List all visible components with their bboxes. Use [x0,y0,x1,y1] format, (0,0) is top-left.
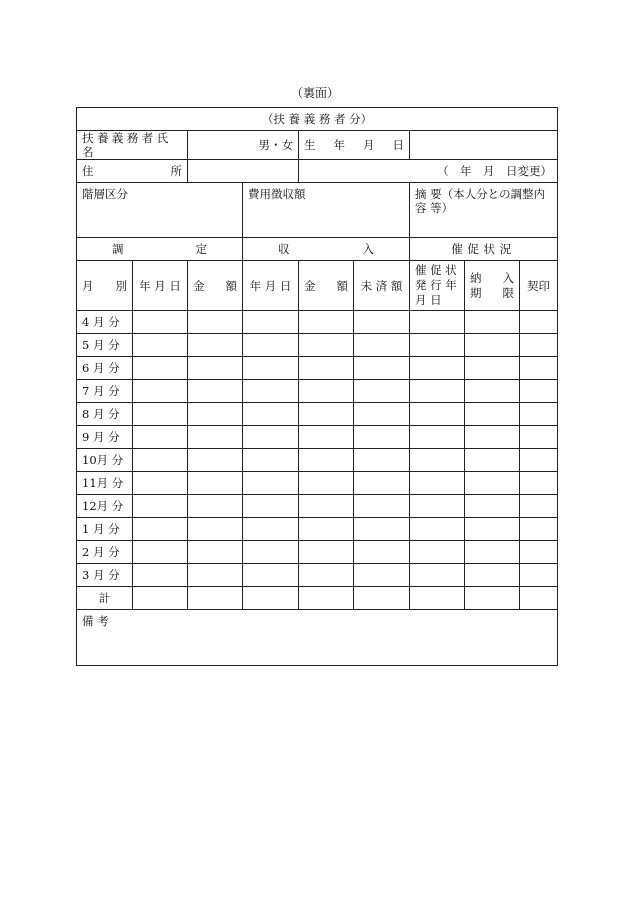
col-pay-c: 期 [470,285,482,300]
col-date: 年 月 日 [133,261,188,311]
month-entry-cell[interactable] [465,518,520,541]
group-receipt [243,238,410,261]
month-entry-cell[interactable] [188,541,243,564]
month-entry-cell[interactable] [299,334,354,357]
month-rows [77,311,558,587]
month-entry-cell[interactable] [188,495,243,518]
month-entry-cell[interactable] [410,541,465,564]
month-entry-cell[interactable] [243,334,299,357]
group-adjustment [77,238,243,261]
month-entry-cell[interactable] [188,449,243,472]
col-amount-a: 金 [193,278,205,293]
total-cell[interactable] [188,587,243,610]
month-label: 10月 分 [77,449,133,472]
group-reminder: 催促状況 [410,238,558,261]
month-entry-cell[interactable] [299,403,354,426]
name-label: 扶養義務者氏名 [77,131,188,160]
col-month-b: 別 [115,278,127,293]
birth-day-label: 日 [392,138,404,152]
month-entry-cell[interactable] [243,426,299,449]
total-cell[interactable] [465,587,520,610]
month-entry-cell[interactable] [354,472,410,495]
month-label: 7 月 分 [77,380,133,403]
month-label: 4 月 分 [77,311,133,334]
col-pay-b: 入 [502,270,514,285]
month-entry-cell[interactable] [410,426,465,449]
month-row [77,495,558,518]
month-entry-cell[interactable] [410,334,465,357]
month-entry-cell[interactable] [410,311,465,334]
month-entry-cell[interactable] [465,495,520,518]
month-entry-cell[interactable] [299,311,354,334]
col-pay-d: 限 [502,285,514,300]
month-entry-cell[interactable] [520,564,558,587]
month-entry-cell[interactable] [133,403,188,426]
month-entry-cell[interactable] [243,564,299,587]
month-entry-cell[interactable] [520,495,558,518]
col-notice-date: 催 促 状 発 行 年 月 日 [410,261,465,311]
col-seal: 契印 [520,261,558,311]
month-entry-cell[interactable] [465,334,520,357]
gender-field[interactable] [188,131,299,160]
col-pay-deadline [465,261,520,311]
month-entry-cell[interactable] [520,449,558,472]
month-entry-cell[interactable] [520,541,558,564]
month-entry-cell[interactable] [243,541,299,564]
month-entry-cell[interactable] [465,311,520,334]
page-label: （裏面） [290,86,339,100]
month-entry-cell[interactable] [133,426,188,449]
address-change-date[interactable]: （ 年 月 日変更） [299,160,558,183]
month-entry-cell[interactable] [243,380,299,403]
month-entry-cell[interactable] [354,426,410,449]
month-entry-cell[interactable] [299,495,354,518]
month-label: 6 月 分 [77,357,133,380]
month-entry-cell[interactable] [188,311,243,334]
gender-options: 男・女 [258,138,293,152]
total-cell[interactable] [354,587,410,610]
month-entry-cell[interactable] [354,518,410,541]
month-entry-cell[interactable] [299,426,354,449]
month-entry-cell[interactable] [410,495,465,518]
month-entry-cell[interactable] [410,380,465,403]
month-row [77,449,558,472]
month-entry-cell[interactable] [354,403,410,426]
month-entry-cell[interactable] [299,541,354,564]
month-entry-cell[interactable] [243,495,299,518]
month-label: 12月 分 [77,495,133,518]
month-entry-cell[interactable] [299,518,354,541]
address-label [77,160,188,183]
month-entry-cell[interactable] [133,564,188,587]
total-cell[interactable] [410,587,465,610]
support-obligor-form [76,107,558,666]
month-entry-cell[interactable] [133,495,188,518]
month-entry-cell[interactable] [243,311,299,334]
month-entry-cell[interactable] [465,380,520,403]
month-entry-cell[interactable] [243,449,299,472]
month-entry-cell[interactable] [410,518,465,541]
month-entry-cell[interactable] [188,472,243,495]
fee-label: 費用徴収額 [243,183,410,238]
month-row [77,311,558,334]
month-entry-cell[interactable] [188,334,243,357]
month-entry-cell[interactable] [299,380,354,403]
month-label: 8 月 分 [77,403,133,426]
birth-month-label: 月 [363,138,375,152]
month-entry-cell[interactable] [410,449,465,472]
month-entry-cell[interactable] [410,403,465,426]
address-field[interactable] [188,160,299,183]
remarks-field[interactable] [77,610,558,666]
month-row [77,541,558,564]
tier-label: 階層区分 [77,183,243,238]
month-entry-cell[interactable] [299,564,354,587]
address-label-a: 住 [82,164,94,178]
month-row [77,518,558,541]
month-row [77,357,558,380]
month-row [77,334,558,357]
month-entry-cell[interactable] [133,311,188,334]
month-entry-cell[interactable] [410,472,465,495]
address-label-b: 所 [170,164,182,178]
month-entry-cell[interactable] [465,472,520,495]
month-entry-cell[interactable] [299,449,354,472]
month-label: 11月 分 [77,472,133,495]
group-adjustment-a: 調 [112,242,124,256]
month-entry-cell[interactable] [354,357,410,380]
month-entry-cell[interactable] [410,357,465,380]
section-title: （扶 養 義 務 者 分） [77,108,558,131]
month-entry-cell[interactable] [299,357,354,380]
month-entry-cell[interactable] [133,334,188,357]
month-entry-cell[interactable] [243,403,299,426]
birth-label: 生 [304,138,316,152]
month-row [77,564,558,587]
col-receipt-amount-b: 額 [336,278,348,293]
month-entry-cell[interactable] [133,380,188,403]
month-label: 9 月 分 [77,426,133,449]
month-entry-cell[interactable] [520,472,558,495]
birth-year-label: 年 [333,138,345,152]
month-entry-cell[interactable] [354,541,410,564]
total-label: 計 [77,587,133,610]
month-entry-cell[interactable] [354,380,410,403]
month-entry-cell[interactable] [188,518,243,541]
total-cell[interactable] [133,587,188,610]
remarks-label: 備 考 [82,614,109,628]
col-month-a: 月 [82,278,94,293]
month-entry-cell[interactable] [354,449,410,472]
birth-date-field[interactable] [410,131,558,160]
month-label: 1 月 分 [77,518,133,541]
month-entry-cell[interactable] [243,518,299,541]
month-row [77,426,558,449]
month-entry-cell[interactable] [188,403,243,426]
month-entry-cell[interactable] [520,518,558,541]
col-receipt-amount-a: 金 [304,278,316,293]
month-label: 2 月 分 [77,541,133,564]
col-amount-b: 額 [225,278,237,293]
month-entry-cell[interactable] [188,357,243,380]
month-entry-cell[interactable] [133,472,188,495]
month-entry-cell[interactable] [354,334,410,357]
group-receipt-b: 入 [362,242,374,256]
month-label: 3 月 分 [77,564,133,587]
total-cell[interactable] [243,587,299,610]
month-entry-cell[interactable] [133,449,188,472]
month-entry-cell[interactable] [410,564,465,587]
col-receipt-amount [299,261,354,311]
month-entry-cell[interactable] [133,357,188,380]
col-amount [188,261,243,311]
group-adjustment-b: 定 [195,242,207,256]
month-entry-cell[interactable] [133,518,188,541]
col-receipt-date: 年 月 日 [243,261,299,311]
month-entry-cell[interactable] [133,541,188,564]
month-entry-cell[interactable] [520,426,558,449]
month-entry-cell[interactable] [465,426,520,449]
birth-date-label [299,131,410,160]
month-entry-cell[interactable] [520,403,558,426]
month-entry-cell[interactable] [465,403,520,426]
col-pay-a: 納 [470,270,482,285]
month-row [77,472,558,495]
month-entry-cell[interactable] [520,357,558,380]
month-entry-cell[interactable] [354,564,410,587]
month-entry-cell[interactable] [299,472,354,495]
month-row [77,380,558,403]
total-cell[interactable] [520,587,558,610]
month-entry-cell[interactable] [243,472,299,495]
month-entry-cell[interactable] [188,564,243,587]
month-entry-cell[interactable] [520,380,558,403]
summary-label: 摘 要（本人分との調整内 容 等） [410,183,558,238]
month-entry-cell[interactable] [354,495,410,518]
month-entry-cell[interactable] [465,449,520,472]
col-unpaid: 未 済 額 [354,261,410,311]
total-cell[interactable] [299,587,354,610]
month-entry-cell[interactable] [354,311,410,334]
month-entry-cell[interactable] [520,311,558,334]
month-entry-cell[interactable] [243,357,299,380]
month-entry-cell[interactable] [465,541,520,564]
month-row [77,403,558,426]
month-entry-cell[interactable] [465,357,520,380]
col-month [77,261,133,311]
month-entry-cell[interactable] [188,426,243,449]
month-entry-cell[interactable] [520,334,558,357]
month-entry-cell[interactable] [465,564,520,587]
month-label: 5 月 分 [77,334,133,357]
month-entry-cell[interactable] [188,380,243,403]
group-receipt-a: 収 [278,242,290,256]
